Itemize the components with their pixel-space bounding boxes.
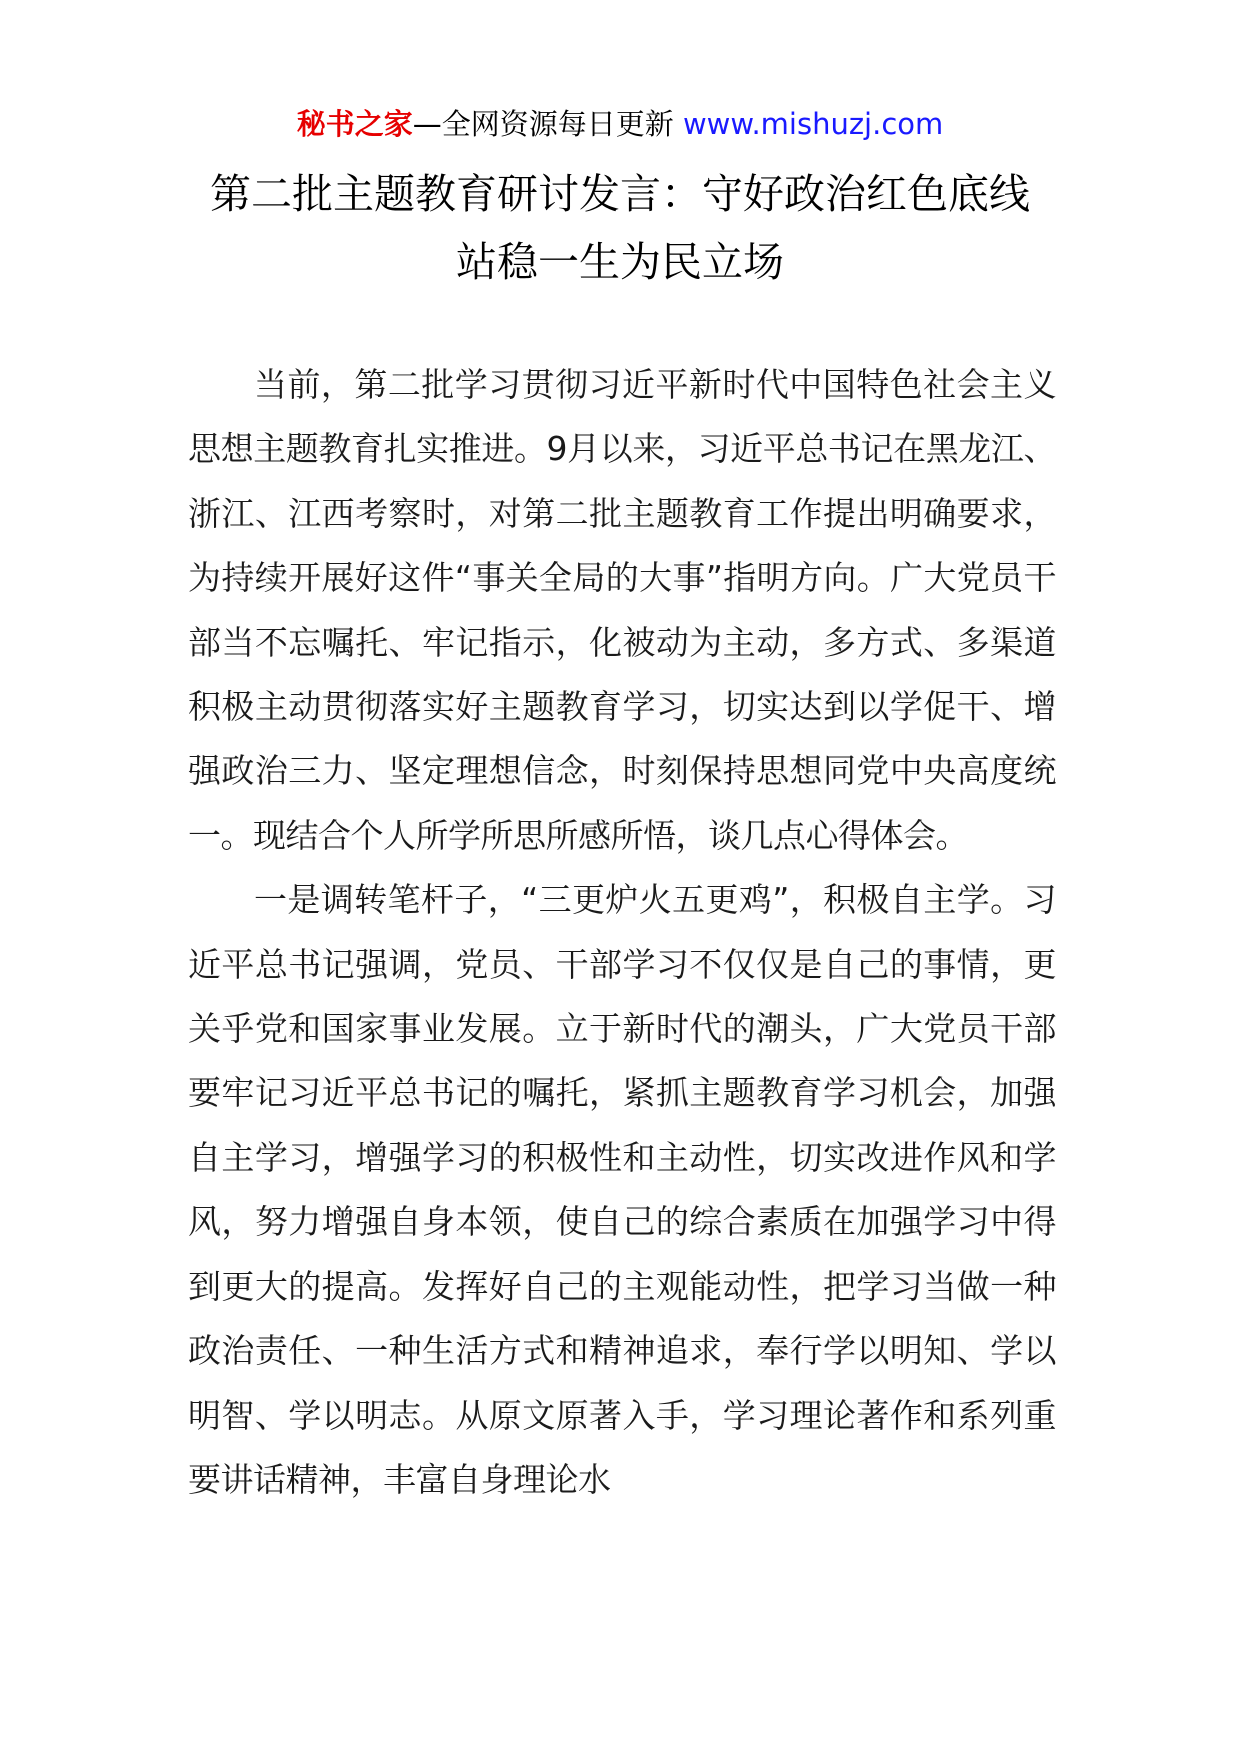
title-line-1: 第二批主题教育研讨发言：守好政治红色底线 (210, 170, 1030, 218)
site-url[interactable]: www.mishuzj.com (682, 107, 944, 141)
document-body (188, 353, 1056, 1512)
site-header (0, 104, 1240, 144)
header-tagline: —全网资源每日更新 (412, 107, 683, 141)
document-title (0, 160, 1240, 296)
body-paragraph-2: 一是调转笔杆子，“三更炉火五更鸡”，积极自主学。习近平总书记强调，党员、干部学习不仅仅是自己的事情，更关乎党和国家事业发展。立于新时代的潮头，广大党员干部要牢记习近平总书记的嘱托，紧抓主题教育学习机会，加强自主学习，增强学习的积极性和主动性，切实改进作风和学风，努力增强自身本领，使自己的综合素质在加强学习中得到更大的提高。发挥好自己的主观能动性，把学习当做一种政治责任、一种生活方式和精神追求，奉行学以明知、学以明智、学以明志。从原文原著入手，学习理论著作和系列重要讲话精神，丰富自身理论水 (188, 880, 1056, 1499)
brand-name: 秘书之家 (296, 107, 413, 141)
body-paragraph-1: 当前，第二批学习贯彻习近平新时代中国特色社会主义思想主题教育扎实推进。9月以来，习近平总书记在黑龙江、浙江、江西考察时，对第二批主题教育工作提出明确要求，为持续开展好这件“事关全局的大事”指明方向。广大党员干部当不忘嘱托、牢记指示，化被动为主动，多方式、多渠道积极主动贯彻落实好主题教育学习，切实达到以学促干、增强政治三力、坚定理想信念，时刻保持思想同党中央高度统一。现结合个人所学所思所感所悟，谈几点心得体会。 (188, 365, 1056, 855)
title-line-2: 站稳一生为民立场 (456, 238, 784, 286)
